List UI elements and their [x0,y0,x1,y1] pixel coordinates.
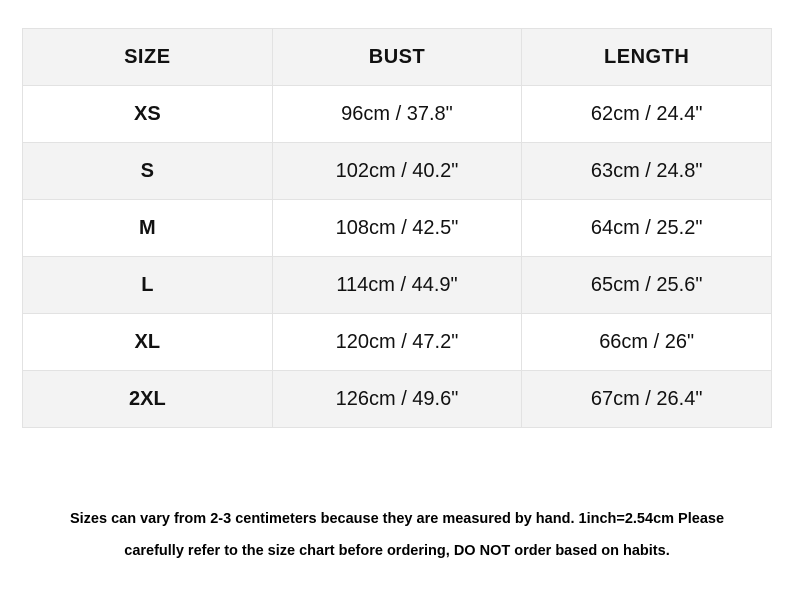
bust-cell: 114cm / 44.9" [272,257,522,314]
bust-cell: 126cm / 49.6" [272,371,522,428]
bust-cell: 102cm / 40.2" [272,143,522,200]
size-cell: XL [23,314,273,371]
column-header-size: SIZE [23,29,273,86]
table-row [23,143,772,200]
table-row [23,314,772,371]
size-cell: M [23,200,273,257]
length-cell: 67cm / 26.4" [522,371,772,428]
table-row [23,257,772,314]
bust-cell: 108cm / 42.5" [272,200,522,257]
table-header-row [23,29,772,86]
column-header-length: LENGTH [522,29,772,86]
size-cell: S [23,143,273,200]
size-cell: 2XL [23,371,273,428]
sizing-note-line-1: Sizes can vary from 2-3 centimeters because they are measured by hand. 1inch=2.54cm Please [69,511,725,527]
length-cell: 65cm / 25.6" [522,257,772,314]
length-cell: 62cm / 24.4" [522,86,772,143]
bust-cell: 96cm / 37.8" [272,86,522,143]
column-header-bust: BUST [272,29,522,86]
table-row [23,86,772,143]
length-cell: 64cm / 25.2" [522,200,772,257]
table-row [23,200,772,257]
size-chart-table [22,28,772,428]
size-cell: XS [23,86,273,143]
size-cell: L [23,257,273,314]
sizing-note-line-2: carefully refer to the size chart before ordering, DO NOT order based on habits. [124,543,670,559]
bust-cell: 120cm / 47.2" [272,314,522,371]
length-cell: 66cm / 26" [522,314,772,371]
length-cell: 63cm / 24.8" [522,143,772,200]
table-row [23,371,772,428]
